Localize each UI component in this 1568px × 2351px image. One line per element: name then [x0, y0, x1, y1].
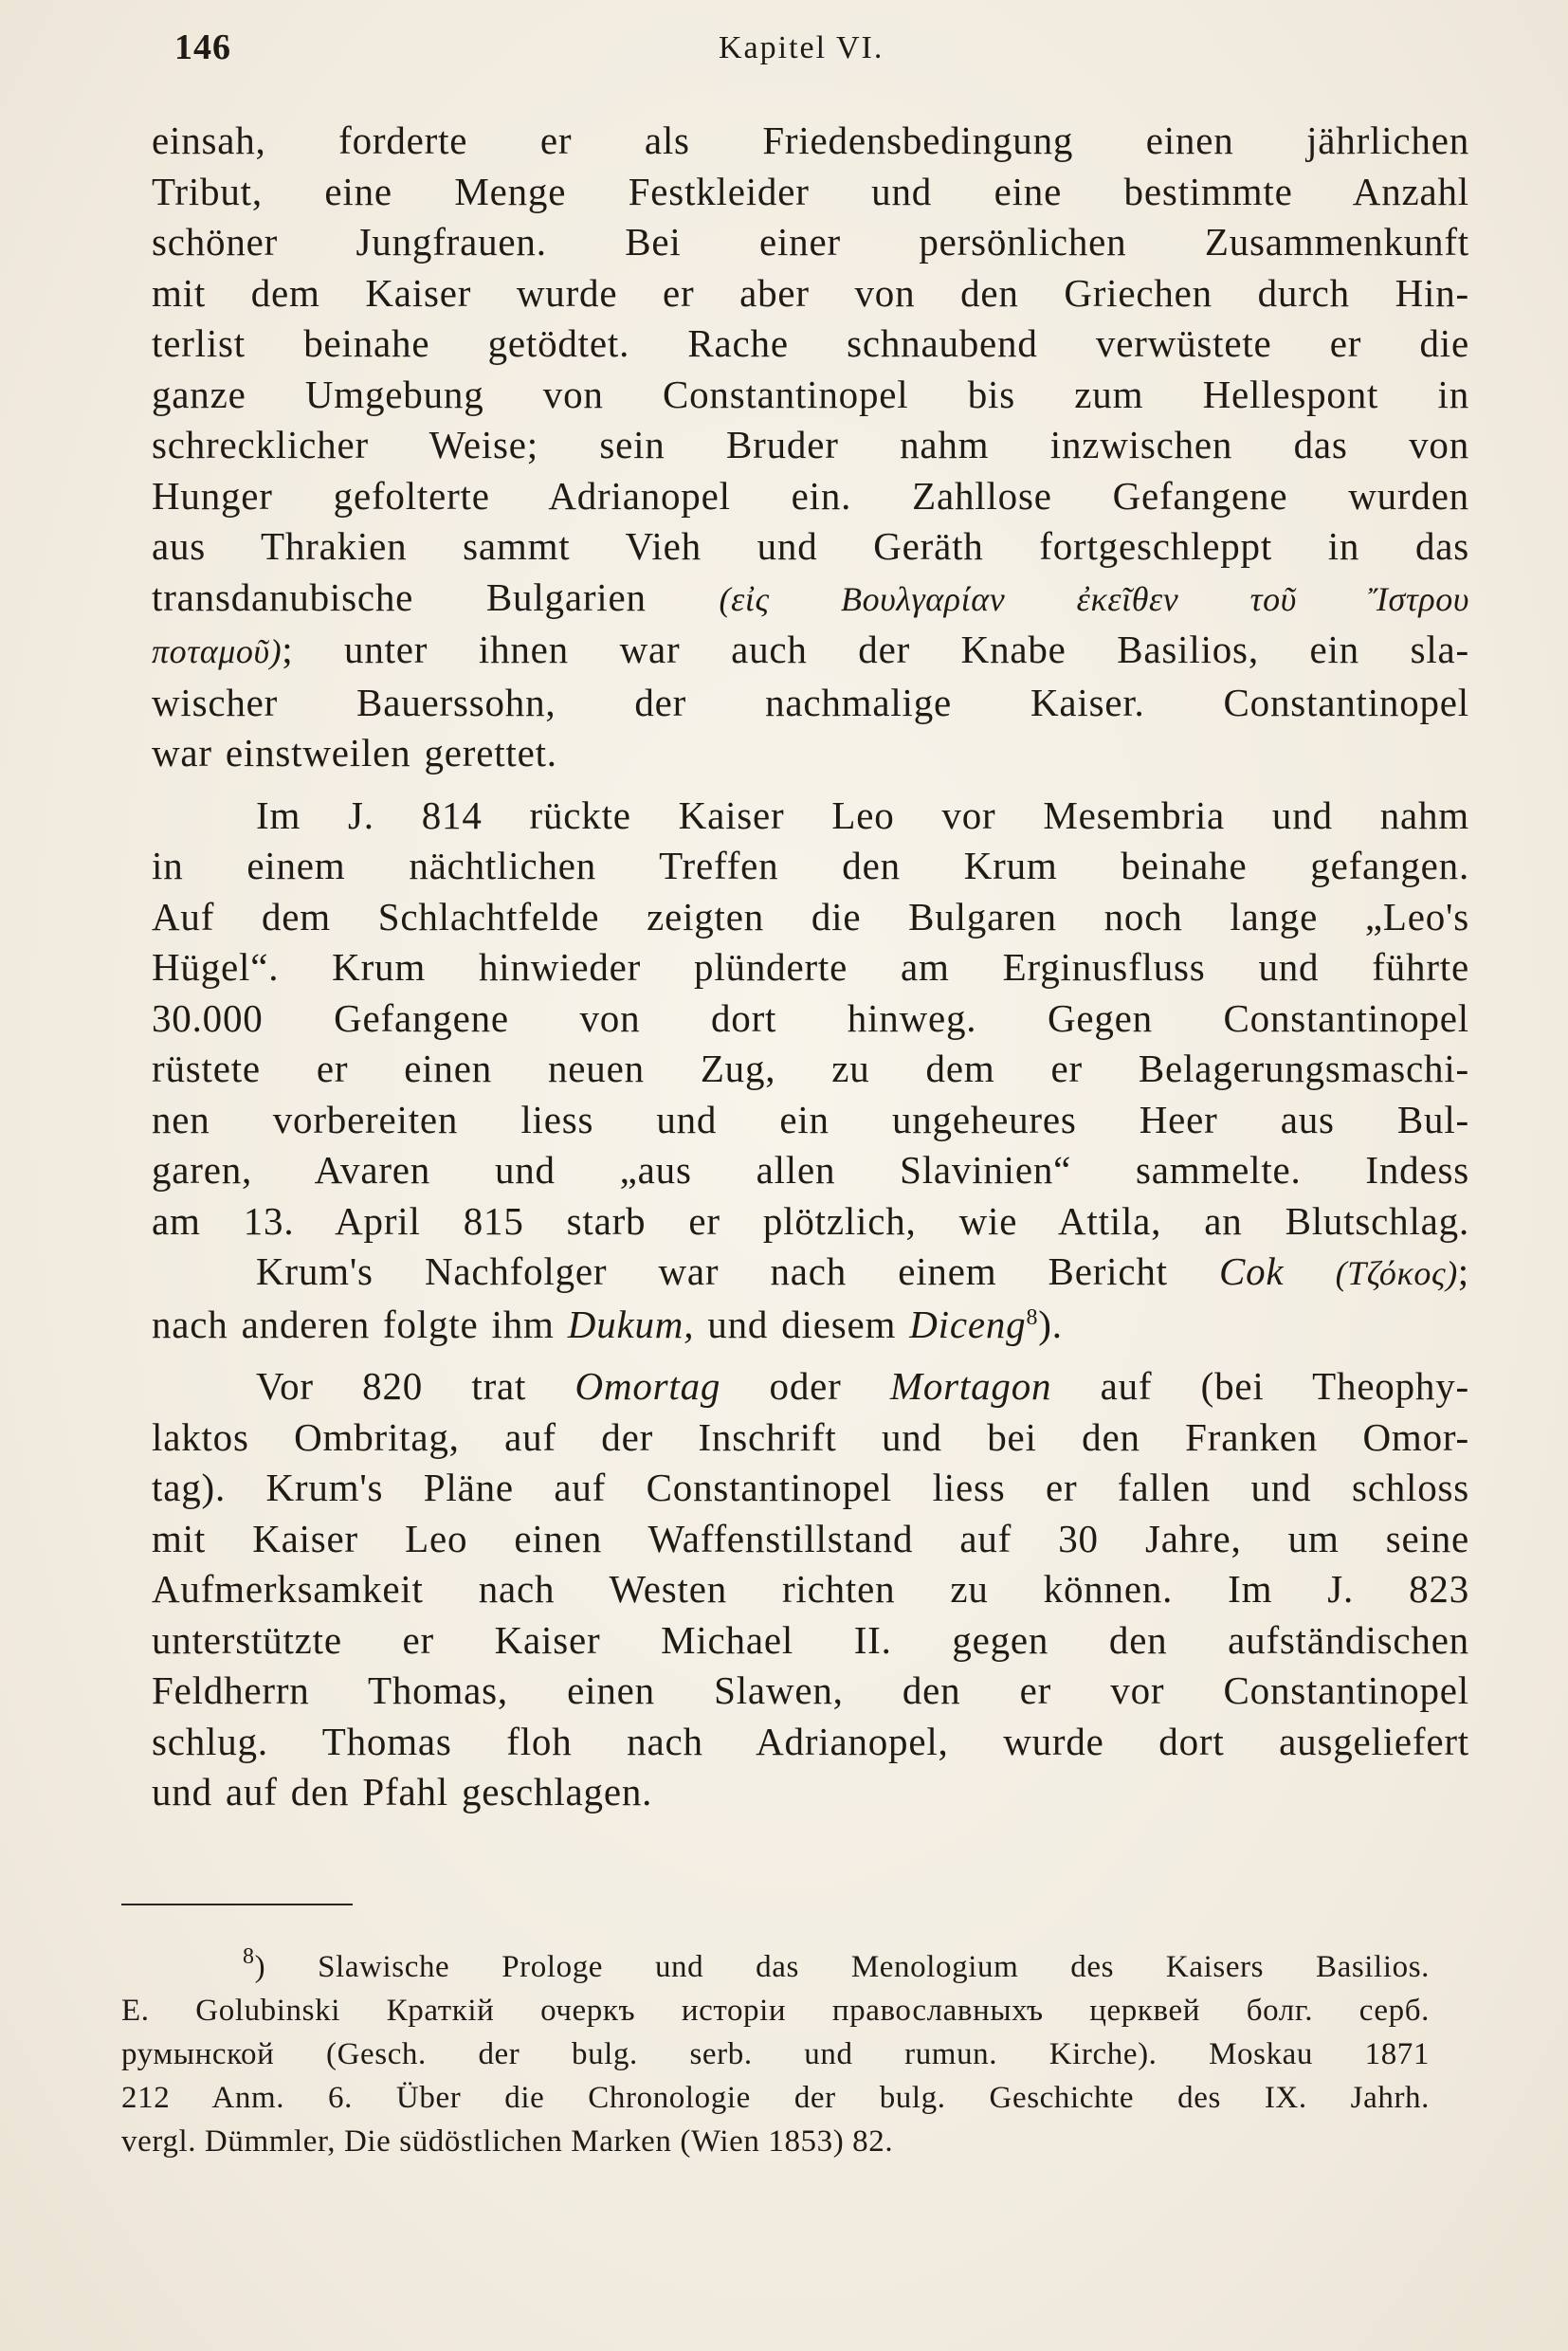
- text-line: laktos Ombritag, auf der Inschrift und bei den Franken Omor-: [152, 1414, 1469, 1459]
- text-segment: ).: [1038, 1302, 1063, 1346]
- running-head: Kapitel VI.: [719, 30, 884, 65]
- text-line: Im J. 814 rückte Kaiser Leo vor Mesembria und nahm: [256, 793, 1469, 837]
- text-line: am 13. April 815 starb er plötzlich, wie Attila, an Blutschlag.: [152, 1198, 1469, 1243]
- greek-quote: (εἰς Βουλγαρίαν ἐκεῖθεν τοῦ Ἴστρου: [719, 579, 1469, 618]
- text-line: unterstützte er Kaiser Michael II. gegen den aufständischen: [152, 1617, 1469, 1662]
- text-line: Hügel“. Krum hinwieder plünderte am Erginusfluss und führte: [152, 945, 1469, 989]
- footnote-divider: [121, 1904, 353, 1905]
- text-line: war einstweilen gerettet.: [152, 731, 557, 775]
- text-line: Hunger gefolterte Adrianopel ein. Zahllose Gefangene wurden: [152, 473, 1469, 518]
- footnote-line: [121, 1945, 1430, 1989]
- text-segment: ) Slawische Prologe und das Menologium des Kaisers Basilios.: [254, 1950, 1430, 1984]
- text-segment: und diesem: [707, 1302, 897, 1346]
- text-segment: transdanubische Bulgarien: [152, 574, 647, 619]
- footnote: [121, 1945, 1430, 2163]
- text-line: terlist beinahe getödtet. Rache schnaubend verwüstete er die: [152, 321, 1469, 365]
- text-line: 30.000 Gefangene von dort hinweg. Gegen Constantinopel: [152, 995, 1469, 1040]
- text-line: ganze Umgebung von Constantinopel bis zum Hellespont in: [152, 372, 1469, 416]
- footnote-mark: 8: [243, 1944, 255, 1969]
- name-omortag: Omortag: [574, 1364, 721, 1408]
- text-line: [152, 1300, 1469, 1351]
- text-line: [152, 625, 1469, 678]
- text-line: mit dem Kaiser wurde er aber von den Griechen durch Hin-: [152, 270, 1469, 315]
- text-line: Aufmerksamkeit nach Westen richten zu können. Im J. 823: [152, 1567, 1469, 1611]
- greek-quote-end: ποταμοῦ): [152, 632, 283, 670]
- text-line: Tribut, eine Menge Festkleider und eine bestimmte Anzahl: [152, 169, 1469, 213]
- footnote-line: 212 Anm. 6. Über die Chronologie der bulg. Geschichte des IX. Jahrh.: [121, 2081, 1430, 2115]
- text-line: Feldherrn Thomas, einen Slawen, den er vor Constantinopel: [152, 1668, 1469, 1712]
- text-line: tag). Krum's Pläne auf Constantinopel liess er fallen und schloss: [152, 1466, 1469, 1509]
- text-segment: Krum's Nachfolger war nach einem Bericht: [256, 1249, 1168, 1293]
- text-segment: auf (bei Theophy-: [1100, 1364, 1469, 1408]
- name-mortagon: Mortagon: [889, 1364, 1052, 1408]
- text-line: schlug. Thomas floh nach Adrianopel, wurde dort ausgeliefert: [152, 1719, 1469, 1763]
- text-segment: nach anderen folgte ihm: [152, 1302, 555, 1346]
- text-line: Auf dem Schlachtfelde zeigten die Bulgaren noch lange „Leo's: [152, 894, 1469, 939]
- name-cok: Cok: [1218, 1249, 1285, 1293]
- page-number: 146: [174, 27, 231, 67]
- text-segment: ; unter ihnen war auch der Knabe Basilios, ein sla-: [282, 628, 1469, 671]
- text-line: rüstete er einen neuen Zug, zu dem er Belagerungsmaschi-: [152, 1047, 1469, 1090]
- text-segment: ;: [1457, 1249, 1469, 1293]
- name-dukum: Dukum,: [567, 1302, 695, 1346]
- text-line: [152, 573, 1469, 626]
- footnote-ref[interactable]: 8: [1026, 1304, 1039, 1330]
- page-header: [169, 27, 1458, 83]
- paragraph-4: [152, 1361, 1469, 1818]
- text-line: wischer Bauerssohn, der nachmalige Kaiser. Constantinopel: [152, 680, 1469, 724]
- footnote-line: E. Golubinski Краткій очеркъ исторіи православныхъ церквей болг. серб.: [121, 1994, 1430, 2028]
- name-diceng: Diceng: [909, 1302, 1027, 1346]
- text-line: aus Thrakien sammt Vieh und Geräth fortgeschleppt in das: [152, 524, 1469, 568]
- paragraph-1: [152, 116, 1469, 779]
- text-line: mit Kaiser Leo einen Waffenstillstand auf 30 Jahre, um seine: [152, 1516, 1469, 1560]
- text-line: [152, 1247, 1469, 1300]
- footnote-line: vergl. Dümmler, Die südöstlichen Marken (Wien 1853) 82.: [121, 2124, 894, 2159]
- greek-name: (Τζόκος): [1335, 1254, 1458, 1292]
- text-line: in einem nächtlichen Treffen den Krum beinahe gefangen.: [152, 844, 1469, 887]
- text-segment: Vor 820 trat: [256, 1364, 527, 1408]
- text-line: und auf den Pfahl geschlagen.: [152, 1770, 653, 1813]
- paragraph-2: [152, 791, 1469, 1248]
- text-line: schrecklicher Weise; sein Bruder nahm inzwischen das von: [152, 423, 1469, 466]
- text-line: [152, 1361, 1469, 1412]
- text-line: garen, Avaren und „aus allen Slavinien“ sammelte. Indess: [152, 1148, 1469, 1192]
- paragraph-3: [152, 1247, 1469, 1350]
- text-line: schöner Jungfrauen. Bei einer persönlichen Zusammenkunft: [152, 220, 1469, 264]
- main-text: [152, 116, 1469, 1818]
- text-line: nen vorbereiten liess und ein ungeheures Heer aus Bul-: [152, 1097, 1469, 1141]
- text-segment: oder: [769, 1364, 842, 1408]
- footnote-line: румынской (Gesch. der bulg. serb. und rumun. Kirche). Moskau 1871: [121, 2037, 1430, 2071]
- text-line: einsah, forderte er als Friedensbedingung einen jährlichen: [152, 118, 1469, 162]
